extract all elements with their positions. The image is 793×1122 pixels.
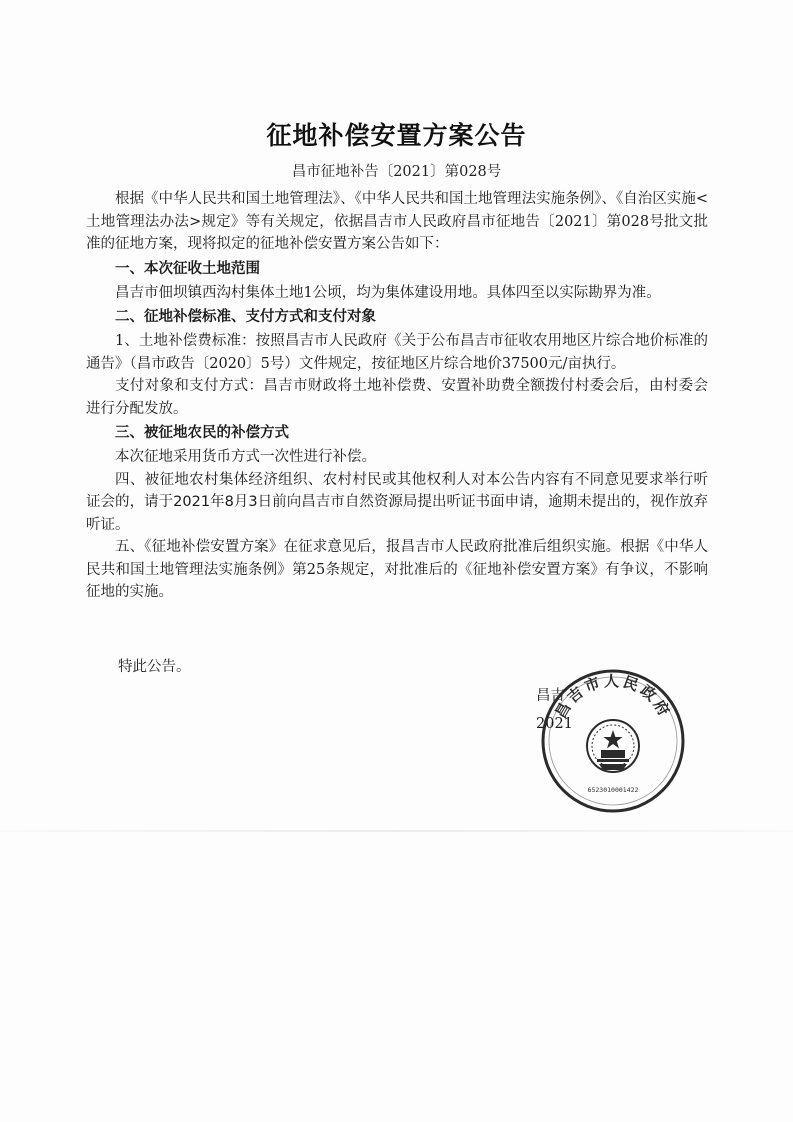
intro-paragraph: 根据《中华人民共和国土地管理法》、《中华人民共和国土地管理法实施条例》、《自治区实施<土地管理法办法>规定》等有关规定，依据昌吉市人民政府昌市征地告〔2021〕第028号批文批准的征地方案，现将拟定的征地补偿安置方案公告如下： (86, 191, 708, 252)
section-2-text-2: 支付对象和支付方式：昌吉市财政将土地补偿费、安置补助费全额拨付村委会后，由村委会进行分配发放。 (86, 378, 708, 417)
section-2-heading: 二、征地补偿标准、支付方式和支付对象 (115, 309, 376, 325)
document-body (86, 188, 708, 604)
signature-organization: 昌吉 (536, 688, 565, 704)
section-1-heading: 一、本次征收土地范围 (115, 260, 260, 277)
svg-text:昌吉市人民政府 (551, 672, 674, 722)
closing-text: 特此公告。 (118, 659, 191, 675)
section-1-text: 昌吉市佃坝镇西沟村集体土地1公顷，均为集体建设用地。具体四至以实际勘界为准。 (115, 284, 661, 301)
section-3-heading: 三、被征地农民的补偿方式 (115, 425, 289, 441)
section-3-text: 本次征地采用货币方式一次性进行补偿。 (115, 449, 376, 465)
signature-date: 2021 (536, 716, 573, 732)
official-seal (540, 668, 686, 814)
seal-serial: 6523010001422 (587, 786, 639, 794)
paper-fold-line (0, 830, 793, 832)
national-emblem-icon (587, 720, 639, 772)
section-5-text: 五、《征地补偿安置方案》在征求意见后，报昌吉市人民政府批准后组织实施。根据《中华人民共和国土地管理法实施条例》第25条规定，对批准后的《征地补偿安置方案》有争议，不影响征地的实施。 (86, 539, 708, 600)
seal-text: 昌吉市人民政府 (551, 671, 675, 722)
document-number: 昌市征地补告〔2021〕第028号 (291, 164, 502, 180)
section-4-text: 四、被征地农村集体经济组织、农村村民或其他权利人对本公告内容有不同意见要求举行听证会的，请于2021年8月3日前向昌吉市自然资源局提出听证书面申请，逾期未提出的，视作放弃听证。 (86, 471, 708, 533)
section-2-text-1: 1、土地补偿费标准：按照昌吉市人民政府《关于公布昌吉市征收农用地区片综合地价标准的通告》（昌市政告〔2020〕5号）文件规定，按征地区片综合地价37500元/亩执行。 (86, 333, 708, 372)
document-title: 征地补偿安置方案公告 (266, 121, 527, 150)
